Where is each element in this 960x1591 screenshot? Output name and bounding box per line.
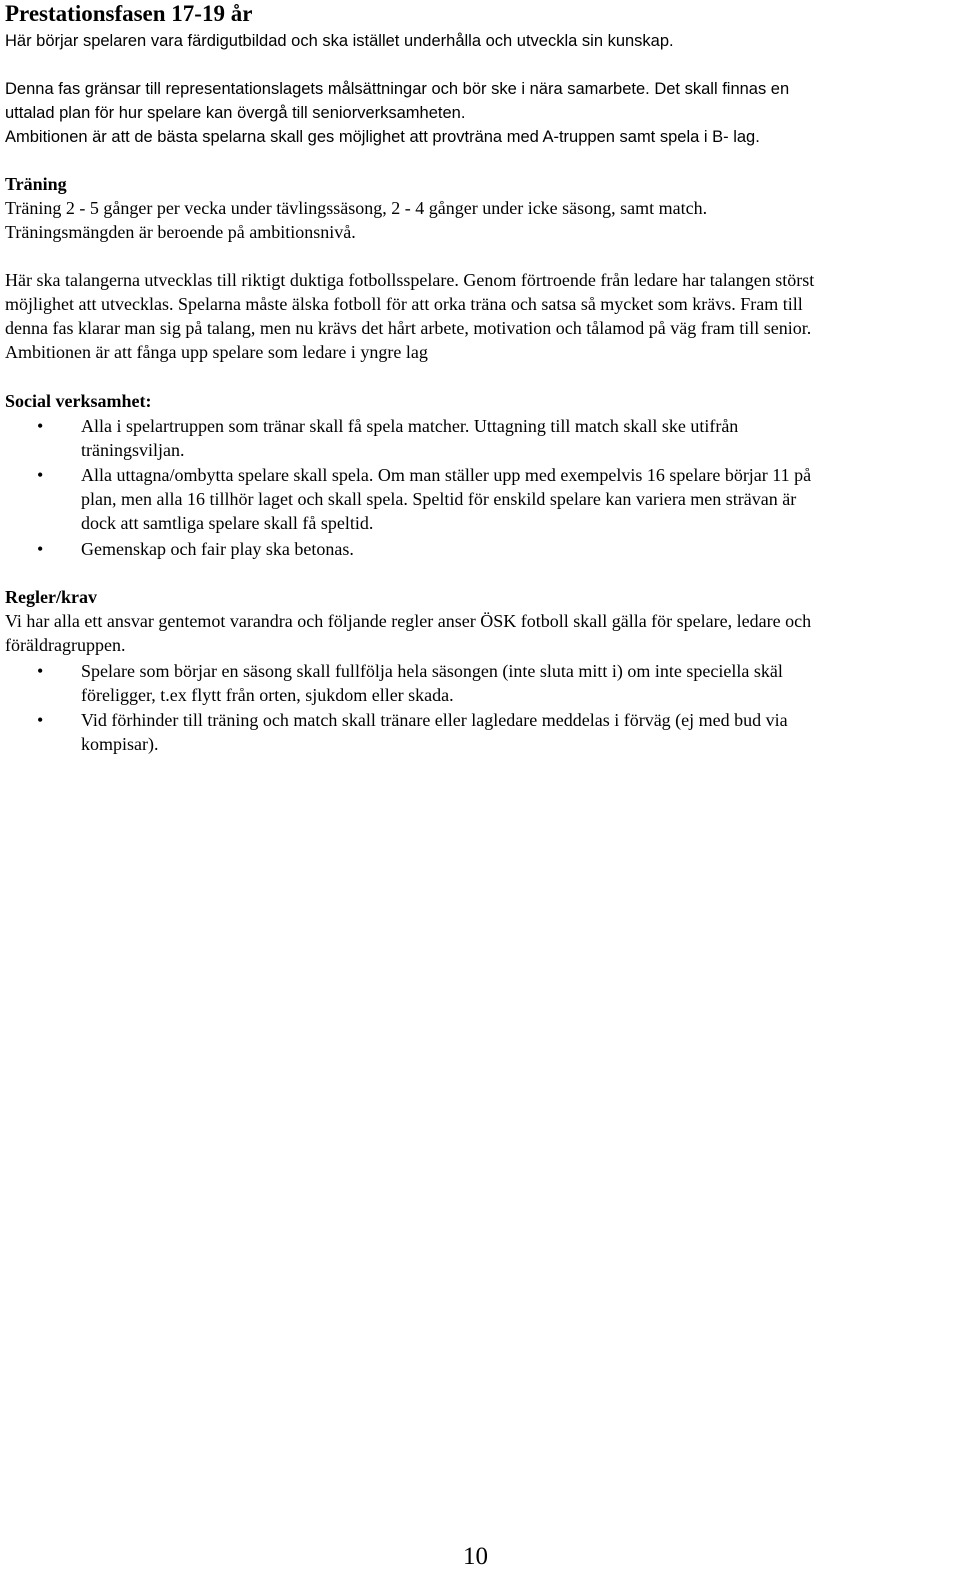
social-item-2-line-3: dock att samtliga spelare skall få speltid. (81, 513, 374, 533)
traning-heading: Träning (5, 174, 67, 194)
regler-item-1-line-1: Spelare som börjar en säsong skall fullfölja hela säsongen (inte sluta mitt i) om inte speciella skäl (81, 661, 783, 681)
paragraph1-line-3: Ambitionen är att de bästa spelarna skall ges möjlighet att provträna med A-truppen samt spela i B- lag. (5, 128, 760, 146)
paragraph2-line-3: denna fas klarar man sig på talang, men nu krävs det hårt arbete, motivation och tålamod på väg fram till senior. (5, 318, 812, 338)
page-title: Prestationsfasen 17-19 år (5, 1, 253, 26)
social-bullet-1: • (37, 416, 44, 436)
page-number: 10 (463, 1543, 488, 1570)
social-bullet-3: • (37, 539, 44, 559)
intro-text: Här börjar spelaren vara färdigutbildad och ska istället underhålla och utveckla sin kunskap. (5, 32, 674, 50)
regler-item-1-line-2: föreligger, t.ex flytt från orten, sjukdom eller skada. (81, 685, 454, 705)
paragraph2-line-2: möjlighet att utvecklas. Spelarna måste älska fotboll för att orka träna och satsa så mycket som krävs. Fram till (5, 294, 803, 314)
social-item-1-line-1: Alla i spelartruppen som tränar skall få spela matcher. Uttagning till match skall ske utifrån (81, 416, 739, 436)
social-item-1-line-2: träningsviljan. (81, 440, 185, 460)
paragraph2-line-4: Ambitionen är att fånga upp spelare som ledare i yngre lag (5, 342, 428, 362)
paragraph1-line-1: Denna fas gränsar till representationslagets målsättningar och bör ske i nära samarbete. Det skall finnas en (5, 80, 790, 98)
regler-item-2-line-1: Vid förhinder till träning och match skall tränare eller lagledare meddelas i förväg (ej med bud via (81, 710, 788, 730)
social-item-3-line-1: Gemenskap och fair play ska betonas. (81, 539, 354, 559)
regler-bullet-1: • (37, 661, 44, 681)
social-bullet-2: • (37, 465, 44, 485)
regler-intro-line-2: föräldragruppen. (5, 635, 126, 655)
social-item-2-line-1: Alla uttagna/ombytta spelare skall spela. Om man ställer upp med exempelvis 16 spelare börjar 11 på (81, 465, 812, 485)
regler-bullet-2: • (37, 710, 44, 730)
social-heading: Social verksamhet: (5, 391, 152, 411)
paragraph2-line-1: Här ska talangerna utvecklas till riktigt duktiga fotbollsspelare. Genom förtroende från ledare har talangen störst (5, 270, 815, 290)
regler-heading: Regler/krav (5, 587, 97, 607)
paragraph1-line-2: uttalad plan för hur spelare kan övergå till seniorverksamheten. (5, 104, 466, 122)
social-item-2-line-2: plan, men alla 16 tillhör laget och skall spela. Speltid för enskild spelare kan variera men strävan är (81, 489, 797, 509)
traning-line-1: Träning 2 - 5 gånger per vecka under tävlingssäsong, 2 - 4 gånger under icke säsong, samt match. (5, 198, 708, 218)
traning-line-2: Träningsmängden är beroende på ambitionsnivå. (5, 222, 356, 242)
regler-item-2-line-2: kompisar). (81, 734, 159, 754)
regler-intro-line-1: Vi har alla ett ansvar gentemot varandra och följande regler anser ÖSK fotboll skall gälla för spelare, ledare och (5, 611, 812, 631)
